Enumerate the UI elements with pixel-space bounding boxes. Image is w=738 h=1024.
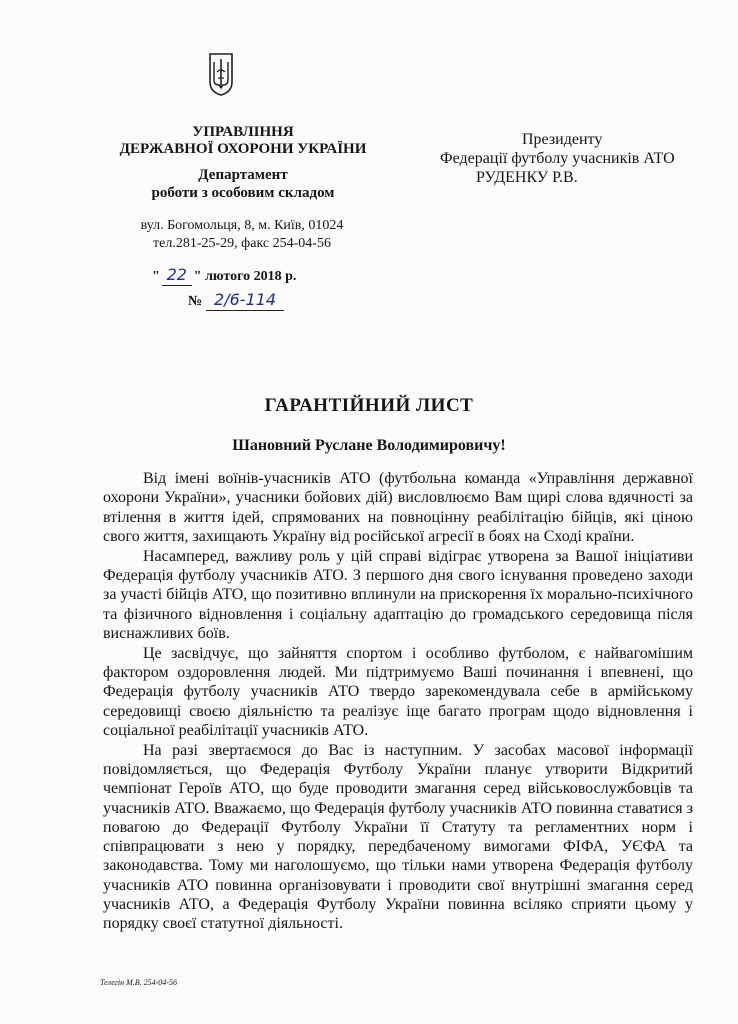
body-paragraph: Від імені воїнів-учасників АТО (футбольна команда «Управління державної охорони України», учасники бойових дій) висловлюємо Вам щирі слова вдячності за втілення в життя ідей, спрямованих на повноцінну реабілітацію бійців, які ціною свого життя, захищають Україну від російської агресії в боях на Сході країни.: [103, 470, 693, 545]
address-line-1: вул. Богомольця, 8, м. Київ, 01024: [140, 218, 344, 233]
dept-line-1: Департамент: [198, 167, 288, 183]
address-line-2: тел.281-25-29, факс 254-04-56: [153, 236, 331, 251]
body-paragraph: Насамперед, важливу роль у цій справі відіграє утворена за Вашої ініціативи Федерація футболу учасників АТО. З першого дня свого існування проведено заходи за участі бійців АТО, що позитивно вплинули на прискорення їх морально-психічного та фізичного відновлення і соціальну адаптацію до громадського середовища після виснажливих боїв.: [103, 547, 693, 642]
recipient-line-2: Федерації футболу учасників АТО: [440, 150, 675, 167]
recipient-line-1: Президенту: [522, 131, 603, 148]
number-handwritten: 2/6-114: [214, 290, 277, 309]
dept-line-2: роботи з особовим складом: [151, 185, 335, 201]
date-day-handwritten: 22: [166, 265, 187, 284]
letter-date: [152, 265, 382, 286]
letter-number: [188, 290, 284, 311]
letter-salutation: Шановний Руслане Володимировичу!: [232, 437, 506, 454]
number-label: №: [188, 294, 203, 309]
date-quote-open: ": [152, 269, 160, 284]
body-paragraph: Це засвідчує, що зайняття спортом і особливо футболом, є найвагомішим фактором оздоровлення людей. Ми підтримуємо Ваші починання і впевнені, що Федерація футболу учасників АТО твердо зарекомендувала себе в армійському середовищі своєю діяльністю та реалізує іще багато програм щодо відновлення і соціальної реабілітації учасників АТО.: [103, 644, 693, 739]
org-line-2: ДЕРЖАВНОЇ ОХОРОНИ УКРАЇНИ: [119, 141, 367, 157]
tryzub-icon: [208, 52, 234, 96]
letter-body: [103, 469, 693, 934]
date-quote-close: ": [193, 269, 202, 284]
executor-footnote: Телегін М.В. 254-04-56: [100, 978, 177, 987]
sender-department: [108, 166, 378, 202]
sender-address: [108, 217, 376, 253]
recipient-block: [440, 130, 738, 187]
body-paragraph: На разі звертаємося до Вас із наступним. У засобах масової інформації повідомляється, що Федерація Футболу України планує утворити Відкритий чемпіонат Героїв АТО, що буде проводити змагання серед військовослужбовців та учасників АТО. Вважаємо, що Федерація футболу учасників АТО повинна ставатися з повагою до Федерації Футболу України її Статуту та регламентних норм і співпрацювати з нею у порядку, передбаченому вимогами ФІФА, УЄФА та законодавства. Тому ми наголошуємо, що тільки нами утворена Федерація футболу учасників АТО повинна організовувати і проводити свої внутрішні змагання серед учасників АТО, а Федерація Футболу України повинна всіляко сприяти цьому у порядку своєї статутної діяльності.: [103, 741, 693, 933]
recipient-line-3: РУДЕНКУ Р.В.: [476, 169, 578, 186]
sender-organization: [108, 124, 378, 158]
date-month-year: лютого 2018 р.: [205, 269, 297, 284]
org-line-1: УПРАВЛІННЯ: [192, 124, 294, 140]
letter-title: ГАРАНТІЙНИЙ ЛИСТ: [264, 395, 474, 416]
